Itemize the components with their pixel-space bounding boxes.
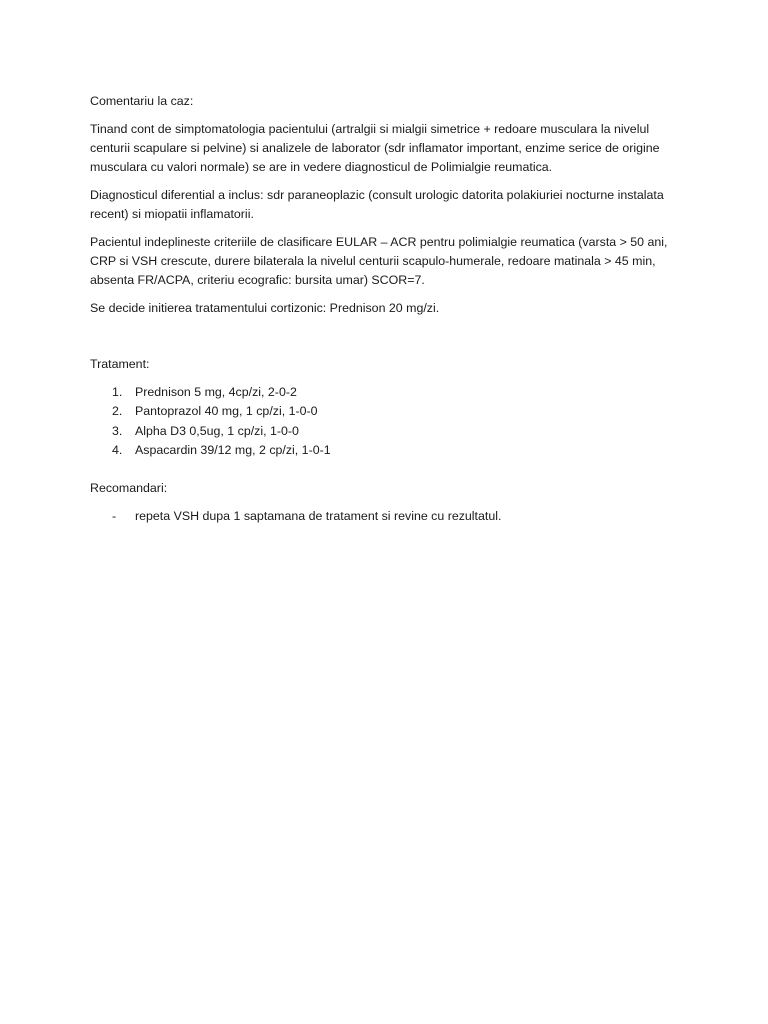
- comment-heading: Comentariu la caz:: [90, 94, 194, 108]
- document-body: [90, 92, 690, 526]
- list-item-number: 2.: [112, 404, 123, 419]
- treatment-list: [90, 383, 690, 460]
- paragraph-differential: Diagnosticul diferential a inclus: sdr paraneoplazic (consult urologic datorita polakiuriei nocturne instalata recent) si miopatii inflamatorii.: [90, 188, 664, 221]
- list-item-text: repeta VSH dupa 1 saptamana de tratament si revine cu rezultatul.: [135, 509, 502, 524]
- list-item-text: Alpha D3 0,5ug, 1 cp/zi, 1-0-0: [135, 423, 299, 438]
- list-item-text: Aspacardin 39/12 mg, 2 cp/zi, 1-0-1: [135, 442, 331, 457]
- list-item: [90, 507, 690, 526]
- spacer: [90, 460, 690, 479]
- paragraph-criteria: Pacientul indeplineste criteriile de clasificare EULAR – ACR pentru polimialgie reumatica (varsta > 50 ani, CRP si VSH crescute, durere bilaterala la nivelul centurii scapulo-humerale, redoare matinala > 45 min, absenta FR/ACPA, criteriu ecografic: bursita umar) SCOR=7.: [90, 235, 668, 287]
- list-item-number: 4.: [112, 442, 123, 457]
- list-item-text: Prednison 5 mg, 4cp/zi, 2-0-2: [135, 385, 297, 399]
- list-item-bullet: -: [112, 509, 117, 524]
- list-item: [90, 441, 690, 460]
- list-item-number: 3.: [112, 423, 123, 438]
- list-item: [90, 383, 690, 402]
- list-item-number: 1.: [112, 385, 123, 399]
- recommendations-heading: Recomandari:: [90, 481, 168, 496]
- treatment-heading: Tratament:: [90, 357, 150, 371]
- recommendations-list: [90, 507, 690, 526]
- list-item: [90, 402, 690, 421]
- paragraph-decision: Se decide initierea tratamentului cortizonic: Prednison 20 mg/zi.: [90, 301, 440, 315]
- spacer: [90, 327, 690, 355]
- list-item-text: Pantoprazol 40 mg, 1 cp/zi, 1-0-0: [135, 404, 318, 419]
- paragraph-diagnosis: Tinand cont de simptomatologia pacientului (artralgii si mialgii simetrice + redoare musculara la nivelul centurii scapulare si pelvine) si analizele de laborator (sdr inflamator important, enzime serice de origine musculara cu valori normale) se are in vedere diagnosticul de Polimialgie reumatica.: [90, 122, 660, 174]
- list-item: [90, 422, 690, 441]
